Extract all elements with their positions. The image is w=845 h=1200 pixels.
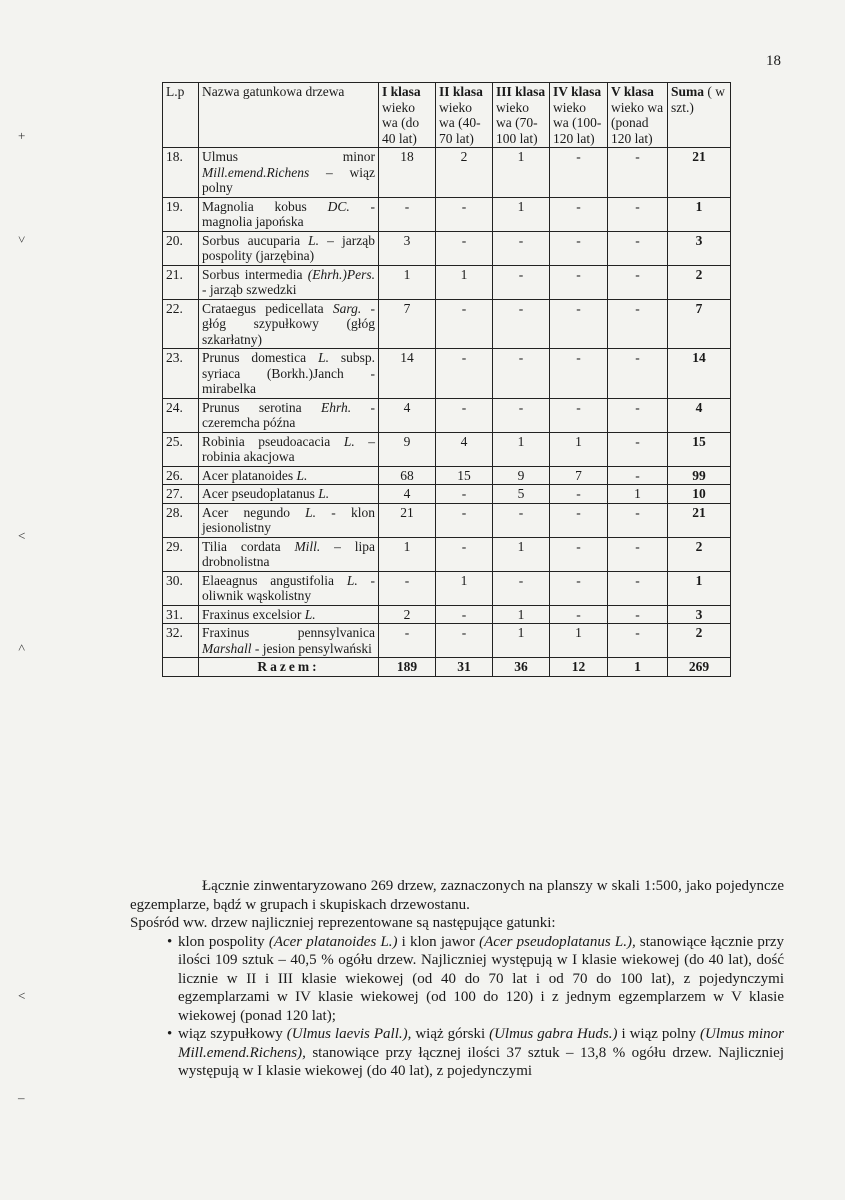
row-class-2: - [436,299,493,349]
margin-mark: ˄ [18,640,26,655]
row-class-2: - [436,485,493,504]
table-row [163,485,731,504]
row-lp: 29. [163,537,199,571]
row-class-4: - [550,349,608,399]
row-species-name: Crataegus pedicellata Sarg. - głóg szypułkowy (głóg szkarłatny) [199,299,379,349]
row-species-name: Sorbus intermedia (Ehrh.)Pers. - jarząb szwedzki [199,265,379,299]
row-sum: 2 [668,624,731,658]
row-species-name: Fraxinus pennsylvanica Marshall - jesion pensylwański [199,624,379,658]
row-class-4: - [550,265,608,299]
table-row [163,231,731,265]
row-class-3: 5 [493,485,550,504]
row-species-name: Acer negundo L. - klon jesionolistny [199,503,379,537]
row-sum: 2 [668,265,731,299]
row-class-2: 2 [436,148,493,198]
row-class-2: - [436,197,493,231]
row-class-2: - [436,231,493,265]
table-row [163,537,731,571]
row-class-4: - [550,503,608,537]
row-species-name: Prunus domestica L. subsp. syriaca (Borkh.)Janch - mirabelka [199,349,379,399]
total-sum: 269 [668,658,731,677]
table-row [163,571,731,605]
table-row [163,148,731,198]
row-sum: 15 [668,432,731,466]
body-text [130,877,784,1081]
table-row [163,624,731,658]
row-lp: 23. [163,349,199,399]
page-number: 18 [766,53,781,69]
row-lp: 31. [163,605,199,624]
row-class-2: - [436,537,493,571]
total-label: Razem: [199,658,379,677]
row-class-5: - [608,571,668,605]
total-class-5: 1 [608,658,668,677]
table-row [163,605,731,624]
row-lp: 30. [163,571,199,605]
row-class-4: - [550,571,608,605]
row-class-2: 1 [436,571,493,605]
row-species-name: Sorbus aucuparia L. – jarząb pospolity (jarzębina) [199,231,379,265]
row-class-3: 9 [493,466,550,485]
list-item-maple: • klon pospolity (Acer platanoides L.) i klon jawor (Acer pseudoplatanus L.), stanowiące łącznie przy ilości 109 sztuk – 40,5 % ogółu drzew. Najliczniej występują w I klasie wiekowej (do 40 lat), dość licznie w II i III klasie wiekowej (od 40 do 70 lat i od 70 do 100 lat), z pojedynczymi egzemplarzami w IV klasie wiekowej (od 100 do 120) i z jednym egzemplarzem w V klasie wiekowej (ponad 120 lat); [167,933,784,1024]
row-sum: 99 [668,466,731,485]
row-class-3: 1 [493,537,550,571]
paragraph-summary: Łącznie zinwentaryzowano 269 drzew, zaznaczonych na planszy w skali 1:500, jako pojedyncze egzemplarze, bądź w grupach i skupiskach drzewostanu. [130,878,784,913]
row-class-5: - [608,605,668,624]
row-lp: 22. [163,299,199,349]
row-class-1: 14 [379,349,436,399]
row-species-name: Elaeagnus angustifolia L. - oliwnik wąskolistny [199,571,379,605]
row-class-4: - [550,605,608,624]
row-class-3: 1 [493,624,550,658]
total-row [163,658,731,677]
row-class-1: 9 [379,432,436,466]
row-class-5: - [608,624,668,658]
row-class-5: - [608,537,668,571]
row-species-name: Acer platanoides L. [199,466,379,485]
row-class-5: - [608,231,668,265]
row-lp: 26. [163,466,199,485]
row-class-1: 2 [379,605,436,624]
paragraph-intro: Spośród ww. drzew najliczniej reprezentowane są następujące gatunki: [130,915,556,931]
row-class-5: - [608,398,668,432]
margin-mark: ˅ [18,232,26,247]
row-class-3: - [493,398,550,432]
row-class-3: - [493,503,550,537]
row-class-2: - [436,624,493,658]
margin-mark: ˂ [18,528,26,543]
header-class-3: III klasa wieko wa (70-100 lat) [493,83,550,148]
list-item-elm: • wiąz szypułkowy (Ulmus laevis Pall.), wiąż górski (Ulmus gabra Huds.) i wiąz polny (Ulmus minor Mill.emend.Richens), stanowiące przy łącznej ilości 37 sztuk – 13,8 % ogółu drzew. Najliczniej występują w I klasie wiekowej (do 40 lat), z pojedynczymi [167,1026,784,1079]
row-class-1: 3 [379,231,436,265]
header-class-1: I klasa wieko wa (do 40 lat) [379,83,436,148]
row-class-3: 1 [493,148,550,198]
row-species-name: Fraxinus excelsior L. [199,605,379,624]
row-sum: 21 [668,148,731,198]
row-class-5: - [608,432,668,466]
row-species-name: Robinia pseudoacacia L. – robinia akacjowa [199,432,379,466]
row-sum: 3 [668,605,731,624]
table-row [163,466,731,485]
header-class-2: II klasa wieko wa (40-70 lat) [436,83,493,148]
table-row [163,197,731,231]
row-class-1: - [379,624,436,658]
row-class-5: - [608,265,668,299]
row-lp: 19. [163,197,199,231]
row-class-5: - [608,148,668,198]
row-sum: 21 [668,503,731,537]
row-class-4: - [550,231,608,265]
row-class-2: - [436,398,493,432]
row-lp: 25. [163,432,199,466]
row-species-name: Ulmus minor Mill.emend.Richens – wiąz polny [199,148,379,198]
total-class-3: 36 [493,658,550,677]
row-class-3: 1 [493,432,550,466]
row-class-1: 21 [379,503,436,537]
table-row [163,299,731,349]
row-class-4: 1 [550,624,608,658]
row-class-4: - [550,299,608,349]
row-sum: 1 [668,197,731,231]
row-species-name: Tilia cordata Mill. – lipa drobnolistna [199,537,379,571]
margin-mark: + [18,128,26,143]
row-sum: 7 [668,299,731,349]
row-class-3: 1 [493,197,550,231]
total-class-1: 189 [379,658,436,677]
header-class-5: V klasa wieko wa (ponad 120 lat) [608,83,668,148]
row-species-name: Prunus serotina Ehrh. - czeremcha późna [199,398,379,432]
total-blank [163,658,199,677]
row-lp: 18. [163,148,199,198]
row-class-1: 4 [379,398,436,432]
total-class-2: 31 [436,658,493,677]
row-class-1: 1 [379,537,436,571]
row-lp: 27. [163,485,199,504]
row-sum: 10 [668,485,731,504]
table-row [163,432,731,466]
table-row [163,349,731,399]
row-class-1: 1 [379,265,436,299]
margin-mark: – [18,1090,25,1105]
row-class-5: - [608,503,668,537]
row-class-3: - [493,349,550,399]
row-lp: 20. [163,231,199,265]
row-class-3: - [493,231,550,265]
row-class-3: - [493,265,550,299]
species-list [130,933,784,1081]
row-class-5: - [608,349,668,399]
row-class-4: - [550,148,608,198]
row-class-1: 18 [379,148,436,198]
header-name: Nazwa gatunkowa drzewa [199,83,379,148]
row-species-name: Acer pseudoplatanus L. [199,485,379,504]
row-class-4: - [550,485,608,504]
row-class-4: 1 [550,432,608,466]
row-class-5: - [608,466,668,485]
row-class-4: 7 [550,466,608,485]
row-lp: 28. [163,503,199,537]
row-sum: 3 [668,231,731,265]
row-class-2: 15 [436,466,493,485]
bullet-icon: • [167,1026,173,1042]
row-class-4: - [550,398,608,432]
row-class-5: - [608,299,668,349]
row-class-2: 4 [436,432,493,466]
row-class-2: 1 [436,265,493,299]
row-sum: 14 [668,349,731,399]
row-class-3: 1 [493,605,550,624]
row-class-1: - [379,197,436,231]
row-sum: 1 [668,571,731,605]
header-sum: Suma ( w szt.) [668,83,731,148]
table-row [163,503,731,537]
row-class-4: - [550,197,608,231]
row-lp: 21. [163,265,199,299]
table-row [163,265,731,299]
row-class-2: - [436,503,493,537]
table-header-row [163,83,731,148]
tree-inventory-table [162,82,731,677]
row-class-4: - [550,537,608,571]
header-lp: L.p [163,83,199,148]
row-class-1: - [379,571,436,605]
row-class-2: - [436,605,493,624]
row-class-5: - [608,197,668,231]
row-lp: 24. [163,398,199,432]
row-class-1: 7 [379,299,436,349]
row-class-3: - [493,299,550,349]
row-sum: 4 [668,398,731,432]
row-class-2: - [436,349,493,399]
total-class-4: 12 [550,658,608,677]
margin-mark: ˂ [18,988,26,1003]
row-class-1: 68 [379,466,436,485]
row-class-5: 1 [608,485,668,504]
row-class-1: 4 [379,485,436,504]
table-row [163,398,731,432]
row-species-name: Magnolia kobus DC. - magnolia japońska [199,197,379,231]
row-lp: 32. [163,624,199,658]
bullet-icon: • [167,933,173,950]
row-sum: 2 [668,537,731,571]
header-class-4: IV klasa wieko wa (100-120 lat) [550,83,608,148]
row-class-3: - [493,571,550,605]
